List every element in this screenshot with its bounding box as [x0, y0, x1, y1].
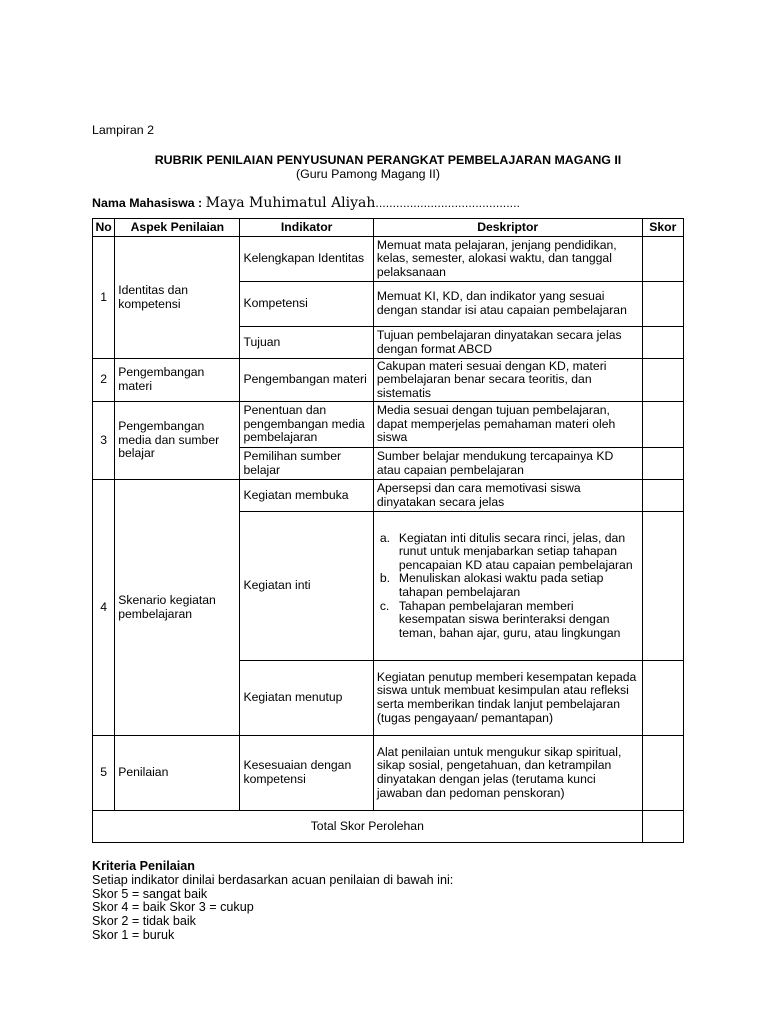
- score-cell[interactable]: [642, 237, 683, 282]
- score-cell[interactable]: [642, 512, 683, 661]
- descriptor-list: [377, 532, 639, 641]
- descriptor-cell: Alat penilaian untuk mengukur sikap spiritual, sikap sosial, pengetahuan, dan ketrampilan dinyatakan dengan jelas (terutama kunci jawaban dan pedoman penskoran): [373, 736, 642, 811]
- criteria-line: Skor 1 = buruk: [92, 927, 175, 942]
- score-cell[interactable]: [642, 736, 683, 811]
- aspect-cell: Skenario kegiatan pembelajaran: [115, 480, 240, 736]
- indicator-cell: Kompetensi: [240, 282, 373, 327]
- indicator-cell: Kegiatan menutup: [240, 661, 373, 736]
- header-aspek: Aspek Penilaian: [115, 219, 240, 237]
- descriptor-cell: Media sesuai dengan tujuan pembelajaran, dapat memperjelas pemahaman materi oleh siswa: [373, 402, 642, 448]
- student-name-dots: ..........................................: [375, 196, 520, 210]
- table-row: [93, 736, 684, 811]
- descriptor-cell: Memuat KI, KD, dan indikator yang sesuai dengan standar isi atau capaian pembelajaran: [373, 282, 642, 327]
- criteria-intro: Setiap indikator dinilai berdasarkan acuan penilaian di bawah ini:: [92, 872, 454, 887]
- document-title: RUBRIK PENILAIAN PENYUSUNAN PERANGKAT PEMBELAJARAN MAGANG II: [154, 153, 622, 167]
- score-cell[interactable]: [642, 480, 683, 512]
- list-text: Menuliskan alokasi waktu pada setiap tahapan pembelajaran: [398, 571, 604, 599]
- list-item: [379, 598, 639, 641]
- score-cell[interactable]: [642, 402, 683, 448]
- row-number: 5: [93, 736, 115, 811]
- criteria-section: [92, 860, 453, 943]
- aspect-cell: Pengembangan materi: [115, 359, 240, 402]
- student-name-value: Maya Muhimatul Aliyah: [205, 195, 376, 211]
- criteria-line: Skor 2 = tidak baik: [92, 914, 196, 929]
- row-number: 2: [93, 359, 115, 402]
- list-item: [379, 571, 639, 599]
- descriptor-cell: Apersepsi dan cara memotivasi siswa dinyatakan secara jelas: [373, 480, 642, 512]
- row-number: 1: [93, 237, 115, 359]
- score-cell[interactable]: [642, 327, 683, 359]
- list-item: [379, 530, 639, 573]
- aspect-cell: Pengembangan media dan sumber belajar: [115, 402, 240, 480]
- list-text: Kegiatan inti ditulis secara rinci, jelas, dan runut untuk menjabarkan setiap tahapan pencapaian KD atau capaian pembelajaran: [398, 530, 633, 572]
- descriptor-cell: Memuat mata pelajaran, jenjang pendidikan, kelas, semester, alokasi waktu, dan tanggal pelaksanaan: [373, 237, 642, 282]
- table-row: [93, 237, 684, 282]
- descriptor-cell: Kegiatan penutup memberi kesempatan kepada siswa untuk membuat kesimpulan atau refleksi serta memberikan tindak lanjut pembelajaran (tugas pengayaan/ pemantapan): [373, 661, 642, 736]
- rubric-table: [92, 218, 684, 843]
- score-cell[interactable]: [642, 661, 683, 736]
- student-name-label: Nama Mahasiswa :: [92, 196, 203, 210]
- document-subtitle: (Guru Pamong Magang II): [296, 167, 440, 181]
- descriptor-cell: Tujuan pembelajaran dinyatakan secara jelas dengan format ABCD: [373, 327, 642, 359]
- score-cell[interactable]: [642, 448, 683, 480]
- indicator-cell: Kelengkapan Identitas: [240, 237, 373, 282]
- table-row: [93, 480, 684, 512]
- header-no: No: [93, 219, 115, 237]
- indicator-cell: Penentuan dan pengembangan media pembelajaran: [240, 402, 373, 448]
- header-deskriptor: Deskriptor: [373, 219, 642, 237]
- header-skor: Skor: [642, 219, 683, 237]
- total-label: Total Skor Perolehan: [93, 811, 643, 843]
- total-score-cell[interactable]: [642, 811, 683, 843]
- student-name-line: [92, 196, 520, 210]
- criteria-line: Skor 4 = baik Skor 3 = cukup: [92, 900, 254, 915]
- aspect-cell: Identitas dan kompetensi: [115, 237, 240, 359]
- indicator-cell: Kesesuaian dengan kompetensi: [240, 736, 373, 811]
- appendix-label: Lampiran 2: [92, 123, 154, 137]
- indicator-cell: Kegiatan membuka: [240, 480, 373, 512]
- indicator-cell: Tujuan: [240, 327, 373, 359]
- score-cell[interactable]: [642, 282, 683, 327]
- aspect-cell: Penilaian: [115, 736, 240, 811]
- table-row: [93, 359, 684, 402]
- descriptor-cell: Cakupan materi sesuai dengan KD, materi pembelajaran benar secara teoritis, dan sistematis: [373, 359, 642, 402]
- score-cell[interactable]: [642, 359, 683, 402]
- indicator-cell: Pengembangan materi: [240, 359, 373, 402]
- criteria-line: Skor 5 = sangat baik: [92, 886, 208, 901]
- descriptor-cell: Sumber belajar mendukung tercapainya KD atau capaian pembelajaran: [373, 448, 642, 480]
- indicator-cell: Pemilihan sumber belajar: [240, 448, 373, 480]
- total-row: [93, 811, 684, 843]
- table-row: [93, 402, 684, 448]
- indicator-cell: Kegiatan inti: [240, 512, 373, 661]
- list-marker: c.: [379, 598, 390, 613]
- row-number: 3: [93, 402, 115, 480]
- table-header-row: [93, 219, 684, 237]
- descriptor-cell: [373, 512, 642, 661]
- list-marker: b.: [379, 571, 390, 586]
- criteria-heading: Kriteria Penilaian: [92, 859, 195, 873]
- row-number: 4: [93, 480, 115, 736]
- list-marker: a.: [379, 530, 390, 545]
- header-indikator: Indikator: [240, 219, 373, 237]
- list-text: Tahapan pembelajaran memberi kesempatan siswa berinteraksi dengan teman, bahan ajar, guru, atau lingkungan: [398, 598, 621, 640]
